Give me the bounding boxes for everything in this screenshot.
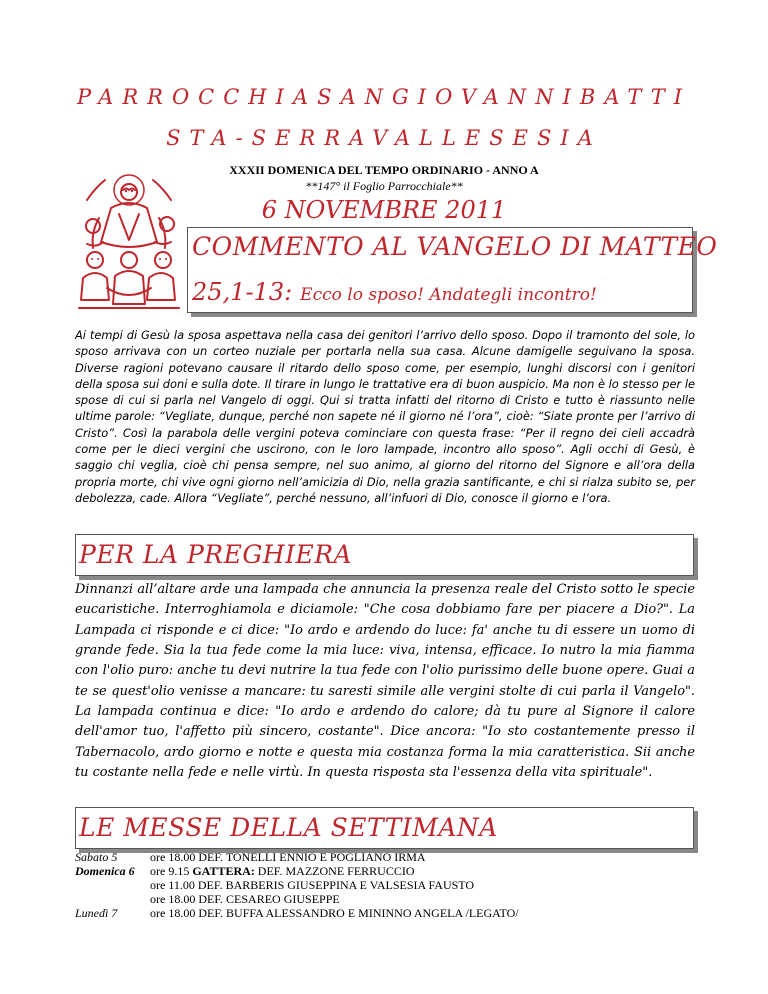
gospel-reference: 25,1-13:: [192, 278, 293, 306]
masses-heading: LE MESSE DELLA SETTIMANA: [79, 813, 498, 842]
prayer-heading: PER LA PREGHIERA: [79, 540, 353, 569]
sunday-subtitle: XXXII DOMENICA DEL TEMPO ORDINARIO - ANNO A: [229, 163, 539, 177]
mass-row: [75, 906, 715, 920]
gospel-verse: [192, 278, 597, 306]
prayer-text: Dinnanzi all’altare arde una lampada che annuncia la presenza reale del Cristo sotto le specie eucaristiche. Interroghiamola e diciamole: "Che cosa dobbiamo fare per piacere a Dio?". La Lampada ci risponde e ci dice: "Io ardo e ardendo do luce: fa' anche tu di essere un uomo di grande fede. Sia la tua fede come la mia luce: viva, intensa, efficace. Io nutro la mia fiamma con l'olio puro: anche tu devi nutrire la tua fede con l'olio purissimo delle buone opere. Guai a te se quest'olio venisse a mancare: tu saresti simile alle vergini stolte di cui parla il Vangelo". La lampada continua e dice: "Io ardo e ardendo do calore; dà tu pure al Signore il calore dell'amor tuo, l'affetto più sincero, costante". Dice ancora: "Io sto costantemente presso il Tabernacolo, ardo giorno e notte e questa mia costanza forma la mia caratteristica. Sii anche tu costante nella fede e nelle virtù. In questa risposta sta l'essenza della vita spirituale".: [75, 582, 695, 781]
mass-details: ore 9.15 GATTERA: DEF. MAZZONE FERRUCCIO: [150, 864, 415, 878]
gospel-comment-box: [187, 227, 718, 313]
parish-title-line1: PARROCCHIASANGIOVANNIBATTI: [76, 85, 692, 109]
mass-row: [75, 850, 715, 864]
mass-details: ore 18.00 DEF. TONELLI ENNIO E POGLIANO IRMA: [150, 850, 426, 864]
parish-title-line2: STA-SERRAVALLESESIA: [166, 126, 602, 150]
gospel-comment-heading: COMMENTO AL VANGELO DI MATTEO: [192, 232, 718, 261]
mass-day: Lunedì 7: [75, 906, 118, 920]
mass-row: [75, 892, 715, 906]
mass-row: [75, 878, 715, 892]
gospel-quote: Ecco lo sposo! Andategli incontro!: [300, 285, 597, 305]
prayer-box: [75, 534, 694, 576]
mass-details: ore 11.00 DEF. BARBERIS GIUSEPPINA E VALSESIA FAUSTO: [150, 878, 475, 892]
mass-details: ore 18.00 DEF. BUFFA ALESSANDRO E MININNO ANGELA /LEGATO/: [150, 906, 519, 920]
mass-details: ore 18.00 DEF. CESAREO GIUSEPPE: [150, 892, 340, 906]
mass-row: [75, 864, 715, 878]
jesus-with-children-illustration: [75, 168, 183, 314]
issue-number: **147° il Foglio Parrocchiale**: [305, 179, 463, 193]
masses-box: [75, 807, 694, 849]
masses-list: [75, 850, 715, 920]
gospel-comment-text: Ai tempi di Gesù la sposa aspettava nella casa dei genitori l’arrivo dello sposo. Dopo il tramonto del sole, lo sposo arrivava con un corteo nuziale per portarla nella sua casa. Alcune damigelle seguivano la sposa. Diverse ragioni potevano causare il ritardo dello sposo come, per esempio, lunghi discorsi con i genitori della sposa sui doni e sulla dote. Il tirare in lungo le trattative era di buon auspicio. Ma non è lo stesso per le spose di cui si parla nel Vangelo di oggi. Qui si tratta infatti del ritorno di Cristo e tutto è riassunto nelle ultime parole: “Vegliate, dunque, perché non sapete né il giorno né l’ora”, cioè: “Siate pronte per l’arrivo di Cristo”. Così la parabola delle vergini poteva cominciare con questa frase: “Per il regno dei cieli accadrà come per le dieci vergini che uscirono, con le loro lampade, incontro allo sposo”. Agli occhi di Gesù, è saggio chi veglia, cioè chi pensa sempre, nel suo animo, al giorno del ritorno del Signore e all’ora della propria morte, chi vive ogni giorno nell’amicizia di Dio, nella grazia santificante, e chi si rialza subito se, per debolezza, cade. Allora “Vegliate”, perché nessuno, all’infuori di Dio, conosce il giorno e l’ora.: [75, 328, 695, 505]
issue-date: 6 NOVEMBRE 2011: [261, 196, 507, 224]
mass-day: Sabato 5: [75, 850, 118, 864]
mass-day: Domenica 6: [75, 864, 135, 878]
